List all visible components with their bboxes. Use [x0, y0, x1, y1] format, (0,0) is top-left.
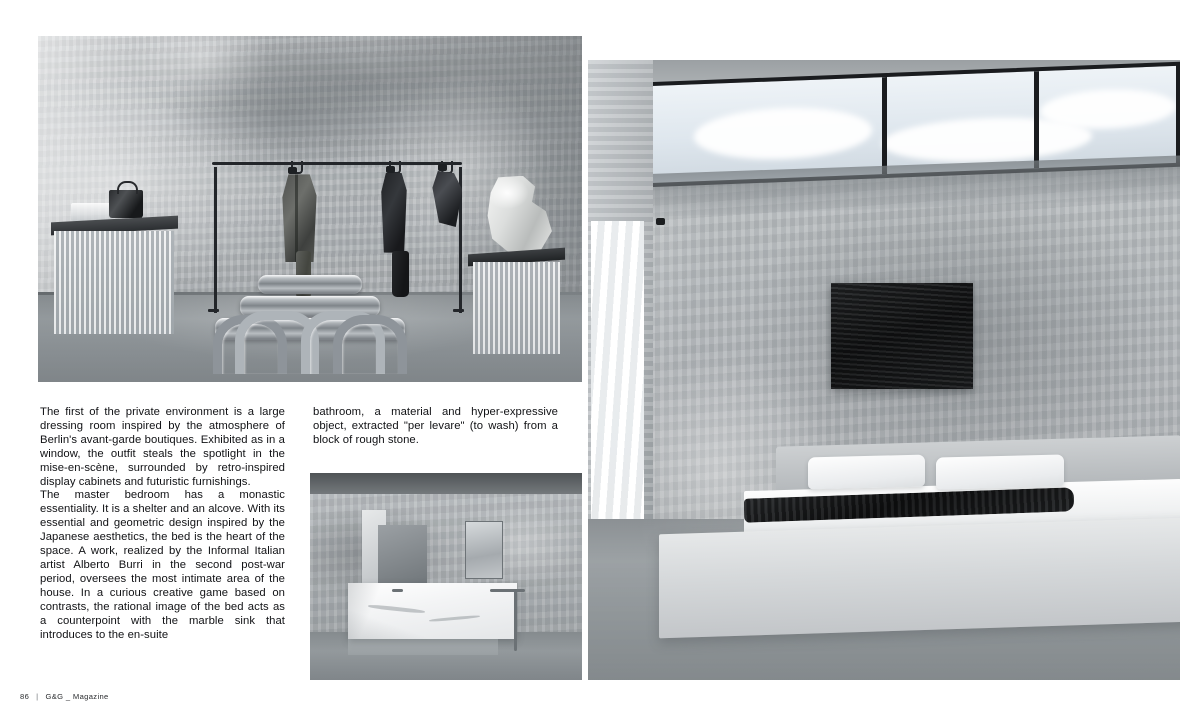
page-number: 86 — [20, 692, 30, 701]
garment-jacket — [381, 173, 407, 253]
chrome-bench-legs — [211, 316, 409, 374]
faucet-tall-column — [514, 589, 517, 651]
publication-name: G&G _ Magazine — [45, 692, 109, 701]
clothing-rail-foot-left — [208, 309, 219, 312]
pedestal-fluted-body — [473, 262, 560, 354]
hanger-knob-1 — [288, 167, 297, 174]
page-footer — [20, 692, 109, 701]
article-paragraph-1: The first of the private environment is a large dressing room inspired by the atmosphere of Berlin's avant-garde boutiques. Exhibited as in a window, the outfit steals the spotlight in the mise-en-scène, surrounded by retro-inspired display cabinets and futuristic furnishings. — [40, 406, 285, 488]
artwork-alberto-burri — [831, 283, 973, 388]
chrome-bench-top — [258, 275, 362, 294]
bed-platform-base — [659, 518, 1180, 639]
photo-dressing-room — [38, 36, 582, 382]
console-fluted-body — [54, 231, 174, 334]
clothing-rail-foot-right — [453, 309, 464, 312]
article-column-2 — [313, 406, 558, 448]
photo-bathroom — [310, 473, 582, 680]
faucet-wall-spout — [392, 589, 403, 592]
bathroom-ceiling — [310, 473, 582, 496]
garment-skirt — [392, 251, 409, 297]
bathroom-mirror — [465, 521, 503, 579]
ceiling-fixture-icon — [656, 218, 665, 225]
article-column-1 — [40, 406, 285, 642]
hanger-knob-3 — [438, 164, 447, 171]
footer-separator: | — [36, 692, 39, 701]
window-mullion-1 — [883, 77, 888, 175]
clothing-rail-bar — [212, 162, 462, 165]
hanger-knob-2 — [386, 166, 395, 173]
pillow-left — [808, 454, 925, 488]
black-handbag — [109, 190, 143, 218]
bathroom-panel-mid — [378, 525, 427, 587]
garment-coat — [280, 174, 318, 262]
pillow-right — [936, 454, 1064, 489]
platform-bed — [659, 444, 1180, 630]
fluted-console-left — [54, 219, 174, 333]
fluted-pedestal-right — [473, 251, 560, 355]
console-objects — [71, 203, 114, 220]
article-paragraph-2: The master bedroom has a monastic essentiality. It is a shelter and an alcove. With its essential and geometric design inspired by the Japanese aesthetics, the bed is the heart of the space. A work, realized by the Informal Italian artist Alberto Burri in the second post-war period, oversees the most intimate area of the house. In a curious creative game based on contrasts, the rational image of the bed acts as a counterpoint with the marble sink that introduces to the en-suite — [40, 489, 285, 641]
faucet-arm — [490, 589, 525, 592]
window-mullion-2 — [1035, 72, 1040, 170]
article-paragraph-3: bathroom, a material and hyper-expressive object, extracted "per levare" (to wash) from a block of rough stone. — [313, 406, 558, 446]
clothing-rail-leg-left — [214, 167, 217, 312]
photo-master-bedroom — [588, 60, 1180, 680]
